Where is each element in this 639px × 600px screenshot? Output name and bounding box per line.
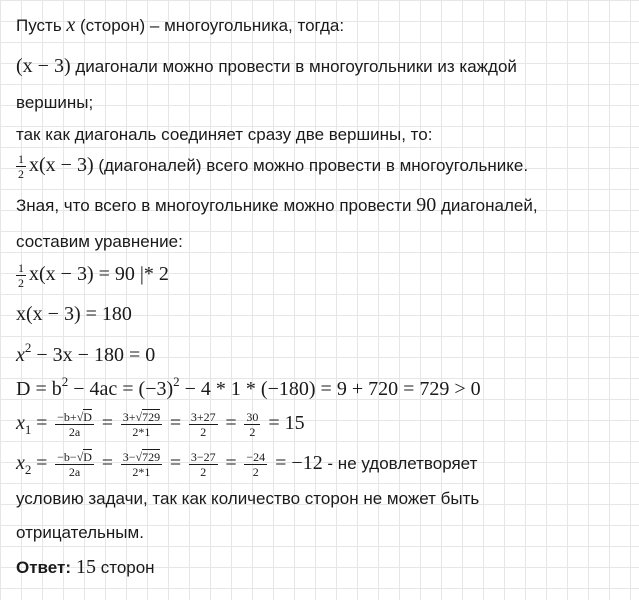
line-9 xyxy=(16,303,132,326)
fraction-num: −b−√D xyxy=(57,450,92,465)
fraction-den: 2 xyxy=(249,425,256,440)
answer-line xyxy=(16,556,155,579)
sqrt-arg: D xyxy=(83,450,92,465)
text: (сторон) – многоугольника, тогда: xyxy=(75,16,345,35)
line-11 xyxy=(16,371,481,401)
math-var: x xyxy=(16,452,25,474)
line-3 xyxy=(16,92,93,114)
math-var: x xyxy=(66,14,76,36)
line-15 xyxy=(16,522,144,544)
fraction-num-text: −b− xyxy=(57,450,77,465)
answer-label: Ответ: xyxy=(16,558,71,577)
sqrt-arg: 729 xyxy=(142,410,161,425)
fraction-num-text: 3+ xyxy=(122,410,136,425)
text: Зная, что всего в многоугольнике можно провести xyxy=(16,196,417,215)
fraction xyxy=(189,411,218,438)
fraction-den: 2a xyxy=(68,465,81,480)
line-10 xyxy=(16,337,155,367)
fraction-den: 2 xyxy=(200,425,207,440)
line-5 xyxy=(16,153,528,180)
fraction xyxy=(55,451,94,478)
fraction xyxy=(55,411,94,438)
fraction-den: 2 xyxy=(252,465,259,480)
fraction xyxy=(16,262,26,289)
subscript: 2 xyxy=(24,462,32,477)
math-var: x xyxy=(16,344,25,366)
fraction-num-text: −b+ xyxy=(57,410,77,425)
answer-text: сторон xyxy=(96,558,155,577)
text: вершины; xyxy=(16,93,94,112)
text: диагонали можно провести в многоугольники из каждой xyxy=(70,57,517,76)
text: отрицательным. xyxy=(16,523,144,542)
line-4 xyxy=(16,124,432,146)
fraction xyxy=(121,411,162,438)
text: - не удовлетворяет xyxy=(322,454,478,473)
fraction-num: 3+√729 xyxy=(122,410,161,425)
text: Пусть xyxy=(16,16,67,35)
subscript: 1 xyxy=(24,422,32,437)
fraction xyxy=(189,451,218,478)
math-result: = −12 xyxy=(270,452,323,474)
fraction-den: 2*1 xyxy=(132,465,151,480)
math-expr: − 4ac = (−3) xyxy=(68,378,174,400)
exponent: 2 xyxy=(173,374,180,389)
fraction-num: 1 xyxy=(18,152,24,166)
fraction-den: 2 xyxy=(18,167,24,181)
sqrt-arg: 729 xyxy=(142,450,161,465)
math-expr: − 4 * 1 * (−180) = 9 + 720 = 729 > 0 xyxy=(179,378,481,400)
line-2 xyxy=(16,55,517,78)
text: (диагоналей) всего можно провести в многоугольнике. xyxy=(93,155,529,175)
fraction-den: 2a xyxy=(68,425,81,440)
fraction xyxy=(244,411,260,438)
fraction-num-text: 3− xyxy=(122,450,136,465)
fraction-den: 2 xyxy=(18,276,24,290)
exponent: 2 xyxy=(61,374,69,389)
fraction-num: −b+√D xyxy=(57,410,92,425)
fraction xyxy=(244,451,267,478)
fraction-num: 30 xyxy=(246,410,259,425)
line-x1: $x_1$ = $\frac{-b+√D}{2a}$ = $\frac{3+√729}{2*1}$ = $\frac{3+27}{2}$ = $\frac{30}{2}$ = 15 xyxy=(16,410,305,440)
math-expr: x(x − 3) xyxy=(29,153,94,176)
fraction-num: 3−√729 xyxy=(122,450,161,465)
math-expr: x(x − 3) = 180 xyxy=(16,303,132,325)
math-expr: D = b xyxy=(16,378,62,400)
math-expr: − 3x − 180 = 0 xyxy=(31,344,156,366)
line-7 xyxy=(16,231,183,253)
fraction-num: 3+27 xyxy=(190,410,216,425)
fraction-num: −24 xyxy=(246,450,266,465)
fraction-num: 1 xyxy=(18,261,24,275)
answer-number: 15 xyxy=(71,556,96,578)
line-14 xyxy=(16,488,479,510)
fraction-num: 3−27 xyxy=(190,450,216,465)
fraction xyxy=(16,153,26,180)
math-expr: |* 2 xyxy=(134,262,169,285)
line-6 xyxy=(16,194,538,217)
line-8 xyxy=(16,262,169,289)
text: диагоналей, xyxy=(436,196,538,215)
text: так как диагональ соединяет сразу две вершины, то: xyxy=(16,125,433,144)
text: условию задачи, так как количество сторон не может быть xyxy=(16,489,480,508)
exponent: 2 xyxy=(24,340,32,355)
math-var: x xyxy=(16,412,25,434)
math-number: 90 xyxy=(416,194,437,216)
fraction xyxy=(121,451,162,478)
line-1 xyxy=(16,14,344,37)
text: составим уравнение: xyxy=(16,232,183,251)
sqrt-arg: D xyxy=(83,410,92,425)
math-expr: (x − 3) xyxy=(16,55,71,77)
math-result: = 15 xyxy=(263,412,305,434)
fraction-den: 2 xyxy=(200,465,207,480)
fraction-den: 2*1 xyxy=(132,425,151,440)
math-expr: x(x − 3) = 90 xyxy=(29,262,135,285)
line-x2: $x_2$ = $\frac{-b-√D}{2a}$ = $\frac{3-√729}{2*1}$ = $\frac{3-27}{2}$ = $\frac{-24}{2}$ = −12 - не удовлетворяет xyxy=(16,450,478,480)
